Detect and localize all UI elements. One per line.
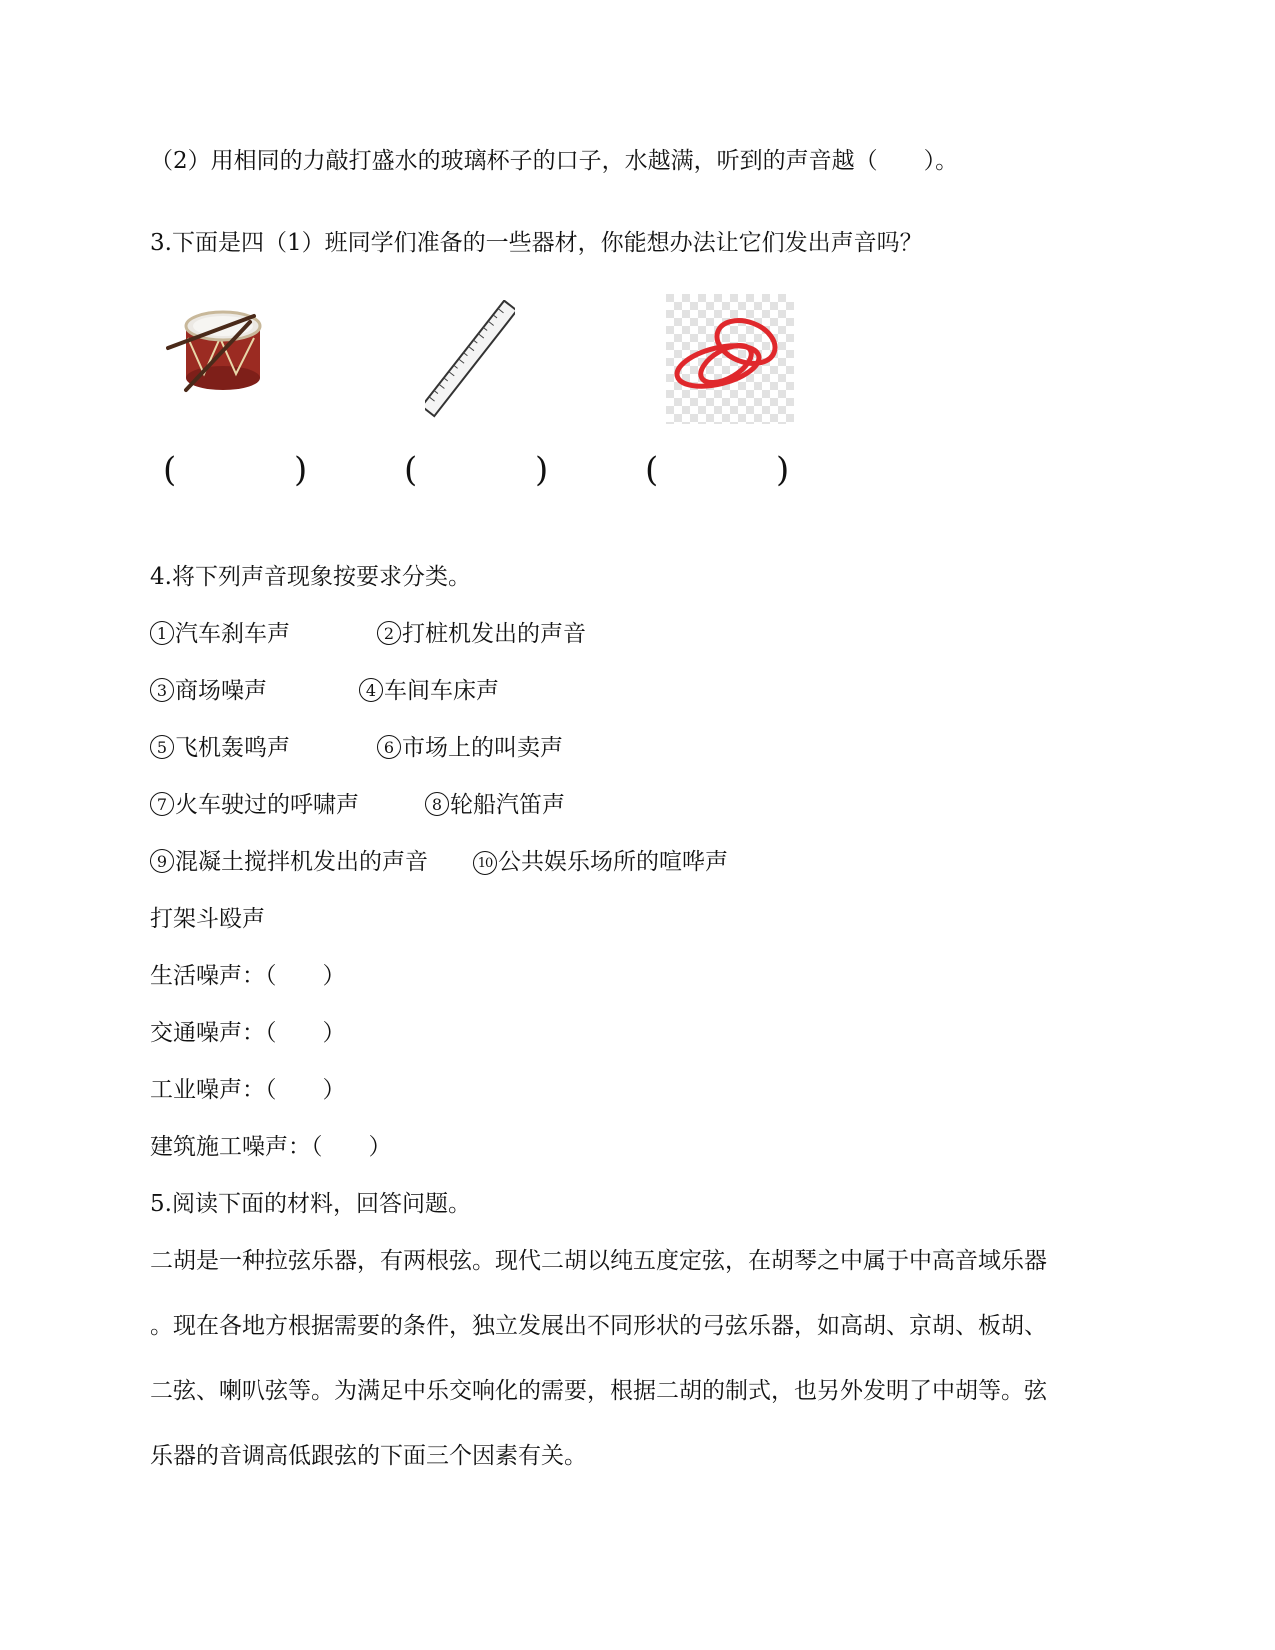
question-4-title: 4.将下列声音现象按要求分类。 — [150, 564, 471, 590]
list-item: 4 车间车床声 — [359, 676, 499, 706]
answer-bracket-open-1: ( — [163, 450, 177, 490]
category-traffic-noise: 交通噪声：（ ） — [150, 1020, 346, 1046]
circled-number: 6 — [377, 735, 401, 759]
answer-bracket-close-2: ) — [535, 450, 549, 490]
question-3-title: 3.下面是四（1）班同学们准备的一些器材，你能想办法让它们发出声音吗？ — [150, 230, 923, 256]
list-item: 2 打桩机发出的声音 — [377, 619, 586, 649]
circled-number: 10 — [473, 851, 497, 875]
rubber-band-icon — [666, 294, 794, 424]
circled-number: 8 — [425, 792, 449, 816]
passage-line: 乐器的音调高低跟弦的下面三个因素有关。 — [150, 1443, 587, 1469]
list-item: 9 混凝土搅拌机发出的声音 — [150, 847, 428, 877]
circled-number: 9 — [150, 849, 174, 873]
answer-bracket-open-2: ( — [404, 450, 418, 490]
category-construction-noise: 建筑施工噪声：（ ） — [150, 1134, 392, 1160]
answer-bracket-close-1: ) — [294, 450, 308, 490]
question-2-sub-2: （2）用相同的力敲打盛水的玻璃杯子的口子，水越满，听到的声音越（ ）。 — [150, 148, 959, 174]
list-item: 7 火车驶过的呼啸声 — [150, 790, 359, 820]
list-item: 6 市场上的叫卖声 — [377, 733, 563, 763]
list-item: 3 商场噪声 — [150, 676, 267, 706]
list-item-extra: 打架斗殴声 — [150, 906, 265, 932]
question-5-title: 5.阅读下面的材料，回答问题。 — [150, 1191, 471, 1217]
circled-number: 5 — [150, 735, 174, 759]
ruler-icon — [425, 300, 515, 418]
passage-line: 二弦、喇叭弦等。为满足中乐交响化的需要，根据二胡的制式，也另外发明了中胡等。弦 — [150, 1378, 1047, 1404]
circled-number: 3 — [150, 678, 174, 702]
category-living-noise: 生活噪声：（ ） — [150, 963, 346, 989]
answer-bracket-open-3: ( — [645, 450, 659, 490]
list-item: 10 公共娱乐场所的喧哗声 — [473, 847, 728, 877]
drum-icon — [166, 298, 276, 402]
list-item: 1 汽车刹车声 — [150, 619, 290, 649]
passage-line: 二胡是一种拉弦乐器，有两根弦。现代二胡以纯五度定弦，在胡琴之中属于中高音域乐器 — [150, 1248, 1047, 1274]
circled-number: 2 — [377, 621, 401, 645]
circled-number: 4 — [359, 678, 383, 702]
passage-line: 。现在各地方根据需要的条件，独立发展出不同形状的弓弦乐器，如高胡、京胡、板胡、 — [150, 1313, 1047, 1339]
list-item: 8 轮船汽笛声 — [425, 790, 565, 820]
answer-bracket-close-3: ) — [776, 450, 790, 490]
list-item: 5 飞机轰鸣声 — [150, 733, 290, 763]
circled-number: 1 — [150, 621, 174, 645]
circled-number: 7 — [150, 792, 174, 816]
category-industrial-noise: 工业噪声：（ ） — [150, 1077, 346, 1103]
